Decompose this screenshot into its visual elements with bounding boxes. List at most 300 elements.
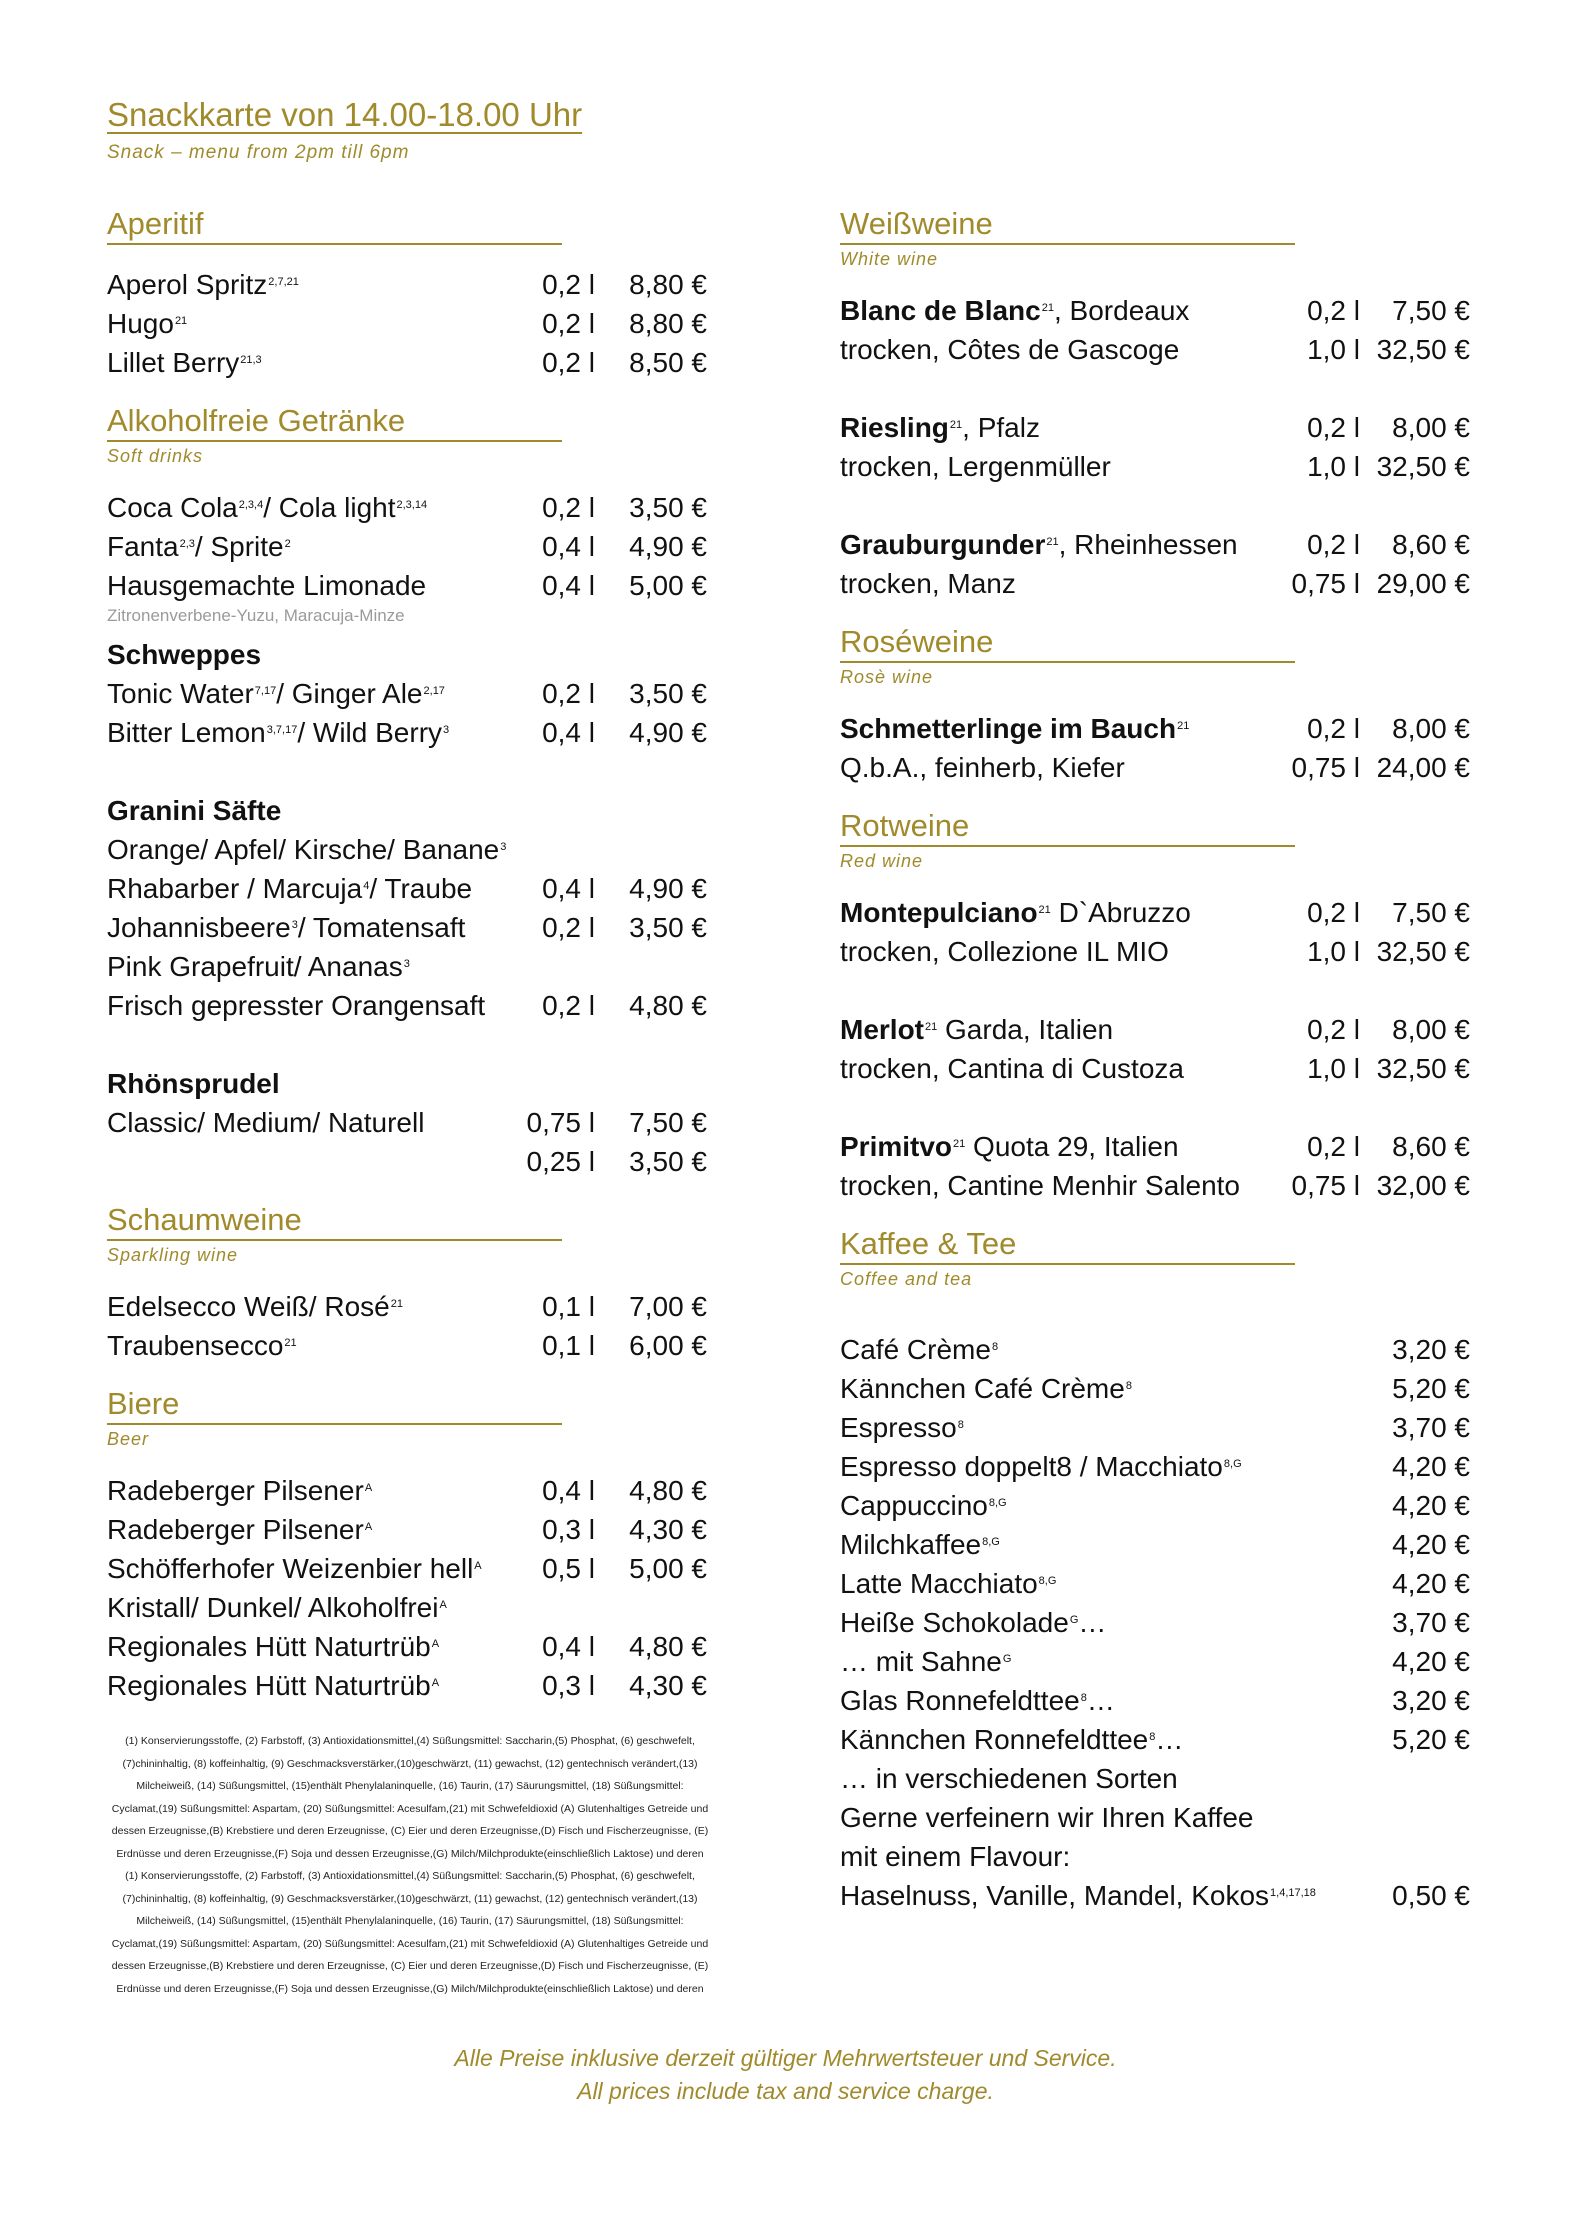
item-label: Edelsecco Weiß/ Rosé [107, 1291, 390, 1322]
wine-price: 7,50 € [1392, 295, 1470, 326]
coffee-item [840, 1681, 1470, 1720]
item-label: Classic/ Medium/ Naturell [107, 1107, 425, 1138]
price-footer [0, 2042, 1571, 2108]
wine-item [840, 291, 1470, 330]
item-price: 8,80 € [629, 269, 707, 300]
coffee-label: Kännchen Ronnefeldttee [840, 1724, 1149, 1755]
wine-allergen: 21 [953, 1138, 966, 1150]
menu-item [107, 1326, 707, 1365]
wine-price: 32,50 € [1376, 1053, 1470, 1084]
item-label: Johannisbeere [107, 912, 291, 943]
wine-label: Grauburgunder [840, 529, 1046, 560]
allergen-line: (7)chininhaltig, (8) koffeinhaltig, (9) Geschmacksverstärker,(10)geschwärzt, (11) gewachst, (12) gentechnisch verändert,(13) [122, 1892, 698, 1905]
coffee-label: Kännchen Café Crème [840, 1373, 1125, 1404]
coffee-label: Latte Macchiato [840, 1568, 1038, 1599]
item-label: Radeberger Pilsener [107, 1475, 364, 1506]
wine-price: 8,00 € [1392, 713, 1470, 744]
wine-detail: trocken, Collezione IL MIO [840, 936, 1169, 967]
coffee-price: 4,20 € [1392, 1529, 1470, 1560]
wine-name [840, 291, 1189, 330]
item-name [107, 713, 449, 752]
item-price: 8,50 € [629, 347, 707, 378]
item-name [107, 304, 187, 343]
coffee-allergen: 8 [1080, 1692, 1087, 1704]
wine-name [840, 1127, 1179, 1166]
item-label: Rhabarber / Marcuja [107, 873, 363, 904]
item-price: 4,80 € [629, 1631, 707, 1662]
menu-item [107, 488, 707, 527]
wine-price: 8,00 € [1392, 1014, 1470, 1045]
item-allergen: 3 [403, 958, 410, 970]
coffee-name [840, 1603, 1106, 1642]
coffee-price: 4,20 € [1392, 1451, 1470, 1482]
wine-name [840, 564, 1016, 603]
wine-item [840, 1049, 1470, 1088]
item-volume: 0,3 l [542, 1670, 595, 1701]
footer-line-en: All prices include tax and service charge. [577, 2078, 994, 2104]
item-allergen: A [431, 1677, 440, 1689]
item-volume: 0,2 l [542, 347, 595, 378]
menu-item [107, 1549, 707, 1588]
wine-name [840, 408, 1040, 447]
allergen-line: Milcheiweiß, (14) Süßungsmittel, (15)enthält Phenylalaninquelle, (16) Taurin, (17) Säurungsmittel, (18) Süßungsmittel: [136, 1915, 684, 1927]
item-volume: 0,1 l [542, 1330, 595, 1361]
item-volume: 0,4 l [542, 873, 595, 904]
section-softdrinks [107, 402, 707, 635]
wine-label: Blanc de Blanc [840, 295, 1041, 326]
allergen-line: Erdnüsse und deren Erzeugnisse,(F) Soja und dessen Erzeugnisse,(G) Milch/Milchprodukte(einschließlich Laktose) und deren [116, 1982, 704, 1995]
wine-detail: trocken, Lergenmüller [840, 451, 1111, 482]
wine-volume: 0,75 l [1291, 752, 1360, 783]
menu-item [107, 947, 707, 986]
coffee-item [840, 1564, 1470, 1603]
item-label: Orange/ Apfel/ Kirsche/ Banane [107, 834, 500, 865]
coffee-label: Café Crème [840, 1334, 991, 1365]
section-title: Biere [107, 1385, 562, 1425]
wine-name [840, 1010, 1113, 1049]
allergen-line: dessen Erzeugnisse,(B) Krebstiere und deren Erzeugnisse, (C) Eier und deren Erzeugnisse,(D) Fisch und Fischerzeugnisse, (E) [111, 1960, 709, 1972]
item-name [107, 1510, 372, 1549]
item-label: Frisch gepresster Orangensaft [107, 990, 486, 1021]
item-label: Pink Grapefruit/ Ananas [107, 951, 403, 982]
item-label-2: / Wild Berry [297, 717, 443, 748]
item-label: Kristall/ Dunkel/ Alkoholfrei [107, 1592, 439, 1623]
item-name [107, 343, 262, 382]
item-price: 4,90 € [629, 531, 707, 562]
section-roseweine [840, 623, 1470, 787]
item-label-2: / Tomatensaft [297, 912, 466, 943]
footer-line-de: Alle Preise inklusive derzeit gültiger Mehrwertsteuer und Service. [454, 2045, 1117, 2071]
coffee-name [840, 1486, 1007, 1525]
item-name [107, 1326, 297, 1365]
coffee-name [840, 1330, 998, 1369]
item-allergen: 3,7,17 [266, 724, 298, 736]
section-biere [107, 1385, 707, 1705]
wine-price: 32,50 € [1376, 334, 1470, 365]
item-volume: 0,4 l [542, 531, 595, 562]
item-name [107, 1588, 447, 1627]
menu-item [107, 986, 707, 1025]
coffee-name [840, 1837, 1070, 1876]
item-volume: 0,4 l [542, 1631, 595, 1662]
wine-allergen: 21 [1046, 536, 1059, 548]
item-price: 4,80 € [629, 1475, 707, 1506]
menu-item [107, 1510, 707, 1549]
wine-item [840, 893, 1470, 932]
allergen-notes [80, 1730, 740, 2000]
wine-detail: trocken, Cantina di Custoza [840, 1053, 1184, 1084]
item-allergen: A [364, 1521, 373, 1533]
coffee-label-2: … [1086, 1685, 1115, 1716]
item-volume: 0,2 l [542, 678, 595, 709]
coffee-label: Espresso [840, 1412, 957, 1443]
coffee-label: Milchkaffee [840, 1529, 982, 1560]
coffee-name [840, 1759, 1178, 1798]
item-name [107, 986, 485, 1025]
right-column [840, 205, 1470, 1915]
wine-item [840, 408, 1470, 447]
coffee-label: Haselnuss, Vanille, Mandel, Kokos [840, 1880, 1270, 1911]
wine-volume: 0,2 l [1307, 412, 1360, 443]
coffee-allergen: 8 [957, 1419, 964, 1431]
item-volume: 0,4 l [542, 717, 595, 748]
wine-item [840, 447, 1470, 486]
item-allergen: 3 [500, 841, 507, 853]
wine-item [840, 748, 1470, 787]
coffee-allergen: G [1069, 1614, 1079, 1626]
item-price: 3,50 € [629, 678, 707, 709]
coffee-name [840, 1642, 1011, 1681]
wine-label: Schmetterlinge im Bauch [840, 713, 1177, 744]
item-price: 6,00 € [629, 1330, 707, 1361]
section-subtitle: White wine [840, 249, 939, 269]
coffee-allergen: 8,G [982, 1536, 1000, 1548]
item-volume: 0,2 l [542, 308, 595, 339]
coffee-price: 3,70 € [1392, 1607, 1470, 1638]
wine-label: Merlot [840, 1014, 924, 1045]
item-allergen: 2,3,4 [238, 499, 264, 511]
wine-detail: Garda, Italien [937, 1014, 1114, 1045]
coffee-price: 3,70 € [1392, 1412, 1470, 1443]
item-allergen: 2,3 [179, 538, 195, 550]
wine-price: 7,50 € [1392, 897, 1470, 928]
wine-item [840, 709, 1470, 748]
coffee-allergen: 1,4,17,18 [1270, 1887, 1316, 1899]
item-allergen: A [364, 1482, 373, 1494]
item-allergen: 21 [390, 1298, 403, 1310]
wine-name [840, 709, 1189, 748]
wine-detail: Q.b.A., feinherb, Kiefer [840, 752, 1125, 783]
wine-allergen: 21 [1038, 904, 1051, 916]
section-subtitle: Soft drinks [107, 446, 204, 466]
coffee-allergen: 8,G [1038, 1575, 1057, 1587]
wine-allergen: 21 [1177, 720, 1190, 732]
item-volume: 0,4 l [542, 570, 595, 601]
coffee-item [840, 1486, 1470, 1525]
granini-heading: Granini Säfte [107, 795, 282, 826]
wine-detail: trocken, Manz [840, 568, 1016, 599]
allergen-line: (7)chininhaltig, (8) koffeinhaltig, (9) Geschmacksverstärker,(10)geschwärzt, (11) gewachst, (12) gentechnisch verändert,(13) [122, 1757, 698, 1770]
item-allergen: A [474, 1560, 482, 1572]
coffee-price: 0,50 € [1392, 1880, 1470, 1911]
coffee-price: 4,20 € [1392, 1490, 1470, 1521]
allergen-line: dessen Erzeugnisse,(B) Krebstiere und deren Erzeugnisse, (C) Eier und deren Erzeugnisse,(D) Fisch und Fischerzeugnisse, (E) [111, 1825, 709, 1837]
item-label-2: / Traube [369, 873, 473, 904]
item-allergen: 21 [174, 315, 188, 327]
wine-name [840, 447, 1111, 486]
item-volume: 0,5 l [542, 1553, 595, 1584]
item-allergen-2: 3 [443, 724, 450, 736]
item-allergen: 2,7,21 [268, 276, 299, 288]
wine-allergen: 21 [949, 419, 963, 431]
wine-detail: trocken, Côtes de Gascoge [840, 334, 1180, 365]
menu-item [107, 908, 707, 947]
item-name [107, 947, 410, 986]
wine-volume: 0,75 l [1291, 568, 1360, 599]
item-allergen-2: 2,3,14 [396, 499, 428, 511]
item-volume: 0,1 l [542, 1291, 595, 1322]
item-volume: 0,4 l [542, 1475, 595, 1506]
item-price: 7,50 € [629, 1107, 707, 1138]
item-name [107, 1287, 403, 1326]
item-volume: 0,75 l [526, 1107, 595, 1138]
wine-volume: 0,2 l [1307, 1014, 1360, 1045]
item-price: 5,00 € [629, 1553, 707, 1584]
coffee-item [840, 1447, 1470, 1486]
wine-volume: 0,2 l [1307, 1131, 1360, 1162]
item-allergen-2: 2,17 [423, 685, 445, 697]
coffee-label: mit einem Flavour: [840, 1841, 1071, 1872]
item-name [107, 1549, 482, 1588]
wine-price: 32,00 € [1376, 1170, 1470, 1201]
section-title: Alkoholfreie Getränke [107, 402, 562, 442]
schweppes-heading: Schweppes [107, 639, 262, 670]
left-column [107, 205, 707, 1705]
coffee-name [840, 1408, 964, 1447]
item-label: Traubensecco [107, 1330, 284, 1361]
menu-subtitle: Snack – menu from 2pm till 6pm [107, 142, 410, 163]
item-volume: 0,2 l [542, 492, 595, 523]
allergen-line: Milcheiweiß, (14) Süßungsmittel, (15)enthält Phenylalaninquelle, (16) Taurin, (17) Säurungsmittel, (18) Süßungsmittel: [136, 1780, 684, 1792]
coffee-label: … in verschiedenen Sorten [840, 1763, 1178, 1794]
coffee-price: 4,20 € [1392, 1646, 1470, 1677]
section-aperitif [107, 205, 707, 382]
wine-allergen: 21 [925, 1021, 938, 1033]
coffee-name [840, 1525, 1000, 1564]
wine-item [840, 564, 1470, 603]
rhoen-heading: Rhönsprudel [107, 1068, 280, 1099]
item-label-2: / Cola light [263, 492, 396, 523]
coffee-item [840, 1837, 1470, 1876]
menu-item [107, 566, 707, 605]
menu-item [107, 304, 707, 343]
item-allergen: 21 [284, 1337, 297, 1349]
coffee-allergen: 8,G [1223, 1458, 1242, 1470]
wine-volume: 0,2 l [1307, 529, 1360, 560]
coffee-name [840, 1876, 1316, 1915]
wine-price: 32,50 € [1376, 451, 1470, 482]
coffee-price: 3,20 € [1392, 1685, 1470, 1716]
section-schaumweine [107, 1201, 707, 1365]
menu-header [107, 96, 582, 164]
coffee-item [840, 1759, 1470, 1798]
item-name [107, 908, 465, 947]
menu-item [107, 265, 707, 304]
coffee-label: Gerne verfeinern wir Ihren Kaffee [840, 1802, 1254, 1833]
wine-detail: D`Abruzzo [1050, 897, 1191, 928]
coffee-item [840, 1525, 1470, 1564]
wine-volume: 1,0 l [1307, 334, 1360, 365]
wine-item [840, 1166, 1470, 1205]
wine-price: 8,60 € [1392, 1131, 1470, 1162]
item-price: 8,80 € [629, 308, 707, 339]
item-allergen: A [439, 1599, 447, 1611]
wine-volume: 1,0 l [1307, 451, 1360, 482]
wine-price: 32,50 € [1376, 936, 1470, 967]
wine-volume: 0,75 l [1291, 1170, 1360, 1201]
wine-label: Montepulciano [840, 897, 1038, 928]
coffee-allergen: 8 [1149, 1731, 1156, 1743]
menu-item [107, 869, 707, 908]
section-weissweine [840, 205, 1470, 603]
coffee-item [840, 1798, 1470, 1837]
section-subtitle: Beer [107, 1429, 150, 1449]
allergen-line: (1) Konservierungsstoffe, (2) Farbstoff, (3) Antioxidationsmittel,(4) Süßungsmittel: Saccharin,(5) Phosphat, (6) geschwefelt, [125, 1870, 695, 1882]
menu-item [107, 527, 707, 566]
coffee-item [840, 1408, 1470, 1447]
coffee-name [840, 1720, 1183, 1759]
section-title: Weißweine [840, 205, 1295, 245]
wine-item [840, 525, 1470, 564]
wine-allergen: 21 [1041, 302, 1054, 314]
section-title: Aperitif [107, 205, 562, 245]
wine-volume: 1,0 l [1307, 1053, 1360, 1084]
item-name [107, 1627, 439, 1666]
section-subtitle: Red wine [840, 851, 924, 871]
item-label: Bitter Lemon [107, 717, 266, 748]
wine-item [840, 330, 1470, 369]
item-price: 4,90 € [629, 717, 707, 748]
wine-name [840, 748, 1125, 787]
section-subtitle: Coffee and tea [840, 1269, 973, 1289]
coffee-allergen: 8,G [988, 1497, 1007, 1509]
coffee-item [840, 1369, 1470, 1408]
item-allergen: 21,3 [240, 354, 262, 366]
item-price: 4,30 € [629, 1514, 707, 1545]
item-name [107, 830, 506, 869]
coffee-allergen: 8 [1125, 1380, 1132, 1392]
item-label: Hausgemachte Limonade [107, 570, 427, 601]
menu-item [107, 1666, 707, 1705]
coffee-name [840, 1681, 1115, 1720]
item-volume: 0,3 l [542, 1514, 595, 1545]
coffee-label: Cappuccino [840, 1490, 988, 1521]
item-name [107, 488, 427, 527]
item-label: Fanta [107, 531, 179, 562]
coffee-label: Glas Ronnefeldttee [840, 1685, 1080, 1716]
coffee-name [840, 1447, 1242, 1486]
coffee-label-2: … [1078, 1607, 1107, 1638]
wine-volume: 1,0 l [1307, 936, 1360, 967]
menu-item [107, 1142, 707, 1181]
item-label: Schöfferhofer Weizenbier hell [107, 1553, 474, 1584]
wine-item [840, 1127, 1470, 1166]
limonade-note: Zitronenverbene-Yuzu, Maracuja-Minze [107, 606, 405, 625]
allergen-line: Cyclamat,(19) Süßungsmittel: Aspartam, (20) Süßungsmittel: Acesulfam,(21) mit Schwefeldioxid (A) Glutenhaltiges Getreide und [111, 1937, 709, 1950]
coffee-label: Espresso doppelt8 / Macchiato [840, 1451, 1223, 1482]
item-name [107, 566, 426, 605]
item-price: 3,50 € [629, 1146, 707, 1177]
wine-detail: trocken, Cantine Menhir Salento [840, 1170, 1240, 1201]
item-label: Hugo [107, 308, 174, 339]
item-name [107, 527, 291, 566]
item-name [107, 674, 445, 713]
item-price: 3,50 € [629, 492, 707, 523]
item-label: Regionales Hütt Naturtrüb [107, 1670, 431, 1701]
wine-volume: 0,2 l [1307, 295, 1360, 326]
coffee-price: 4,20 € [1392, 1568, 1470, 1599]
item-price: 4,90 € [629, 873, 707, 904]
item-allergen: 4 [363, 880, 370, 892]
section-title: Schaumweine [107, 1201, 562, 1241]
coffee-allergen: 8 [991, 1341, 999, 1353]
item-volume: 0,2 l [542, 269, 595, 300]
menu-item [107, 1471, 707, 1510]
item-label: Tonic Water [107, 678, 254, 709]
menu-item [107, 674, 707, 713]
menu-item [107, 1287, 707, 1326]
coffee-item [840, 1876, 1470, 1915]
coffee-item [840, 1603, 1470, 1642]
item-label: Radeberger Pilsener [107, 1514, 364, 1545]
wine-volume: 0,2 l [1307, 897, 1360, 928]
item-allergen: A [431, 1638, 440, 1650]
wine-volume: 0,2 l [1307, 713, 1360, 744]
coffee-item [840, 1720, 1470, 1759]
section-rotweine [840, 807, 1470, 1205]
item-label: Regionales Hütt Naturtrüb [107, 1631, 431, 1662]
wine-label: Riesling [840, 412, 949, 443]
wine-detail: , Rheinhessen [1058, 529, 1238, 560]
coffee-name [840, 1369, 1132, 1408]
wine-name [840, 330, 1179, 369]
section-title: Kaffee & Tee [840, 1225, 1295, 1265]
menu-item [107, 1588, 707, 1627]
item-price: 3,50 € [629, 912, 707, 943]
menu-item [107, 1627, 707, 1666]
allergen-line: Erdnüsse und deren Erzeugnisse,(F) Soja und dessen Erzeugnisse,(G) Milch/Milchprodukte(einschließlich Laktose) und deren [116, 1847, 704, 1860]
item-volume: 0,2 l [542, 912, 595, 943]
allergen-line: (1) Konservierungsstoffe, (2) Farbstoff, (3) Antioxidationsmittel,(4) Süßungsmittel: Saccharin,(5) Phosphat, (6) geschwefelt, [125, 1735, 695, 1747]
wine-name [840, 932, 1169, 971]
item-label: Aperol Spritz [107, 269, 268, 300]
coffee-price: 5,20 € [1392, 1373, 1470, 1404]
item-volume: 0,2 l [542, 990, 595, 1021]
section-kaffee [840, 1225, 1470, 1915]
item-label-2: / Sprite [194, 531, 284, 562]
wine-name [840, 525, 1238, 564]
coffee-name [840, 1564, 1056, 1603]
wine-name [840, 893, 1191, 932]
menu-item [107, 830, 707, 869]
wine-detail: , Bordeaux [1053, 295, 1190, 326]
item-label: Coca Cola [107, 492, 238, 523]
wine-name [840, 1166, 1240, 1205]
menu-item [107, 713, 707, 752]
section-title: Roséweine [840, 623, 1295, 663]
item-volume: 0,25 l [526, 1146, 595, 1177]
item-price: 4,80 € [629, 990, 707, 1021]
